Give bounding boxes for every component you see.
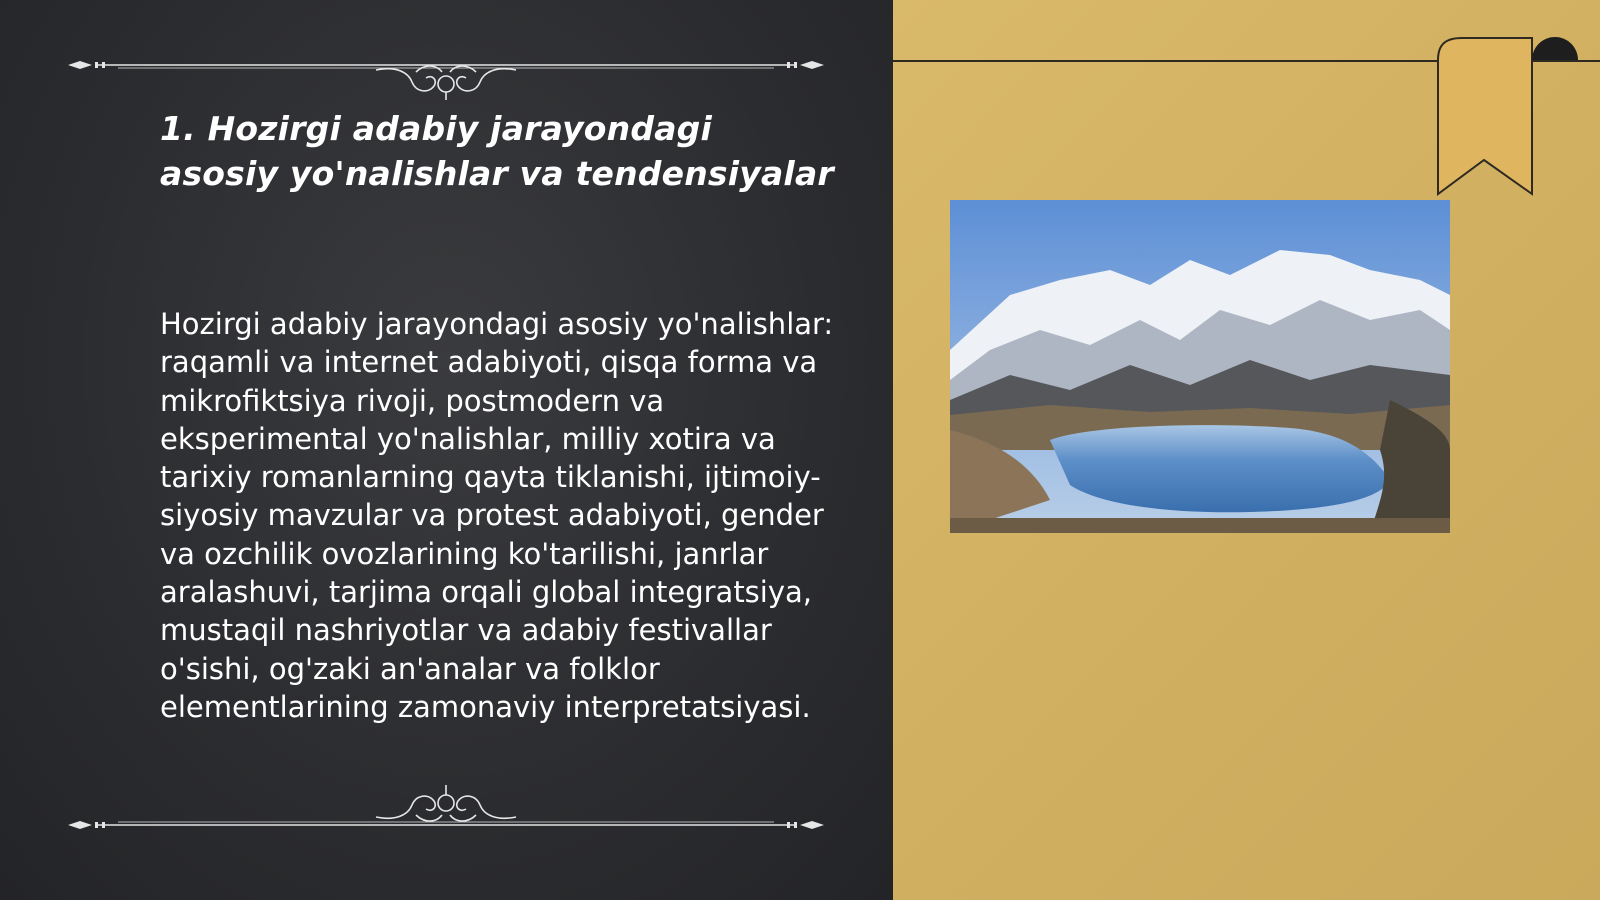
bottom-ornament-divider-icon xyxy=(68,775,824,835)
ribbon-bookmark-icon xyxy=(1432,30,1592,200)
top-ornament-divider-icon xyxy=(68,40,824,100)
slide-body-text: Hozirgi adabiy jarayondagi asosiy yo'nalishlar: raqamli va internet adabiyoti, qisqa forma va mikrofiktsiya rivoji, postmodern va eksperimental yo'nalishlar, milliy xotira va tarixiy romanlarning qayta tiklanishi, ijtimoiy-siyosiy mavzular va protest adabiyoti, gender va ozchilik ovozlarining ko'tarilishi, janrlar aralashuvi, tarjima orqali global integratsiya, mustaqil nashriyotlar va adabiy festivallar o'sishi, og'zaki an'analar va folklor elementlarining zamonaviy interpretatsiyasi. xyxy=(160,307,834,724)
slide-title: 1. Hozirgi adabiy jarayondagi asosiy yo'nalishlar va tendensiyalar xyxy=(160,109,834,193)
mountain-lake-photo xyxy=(950,200,1450,533)
